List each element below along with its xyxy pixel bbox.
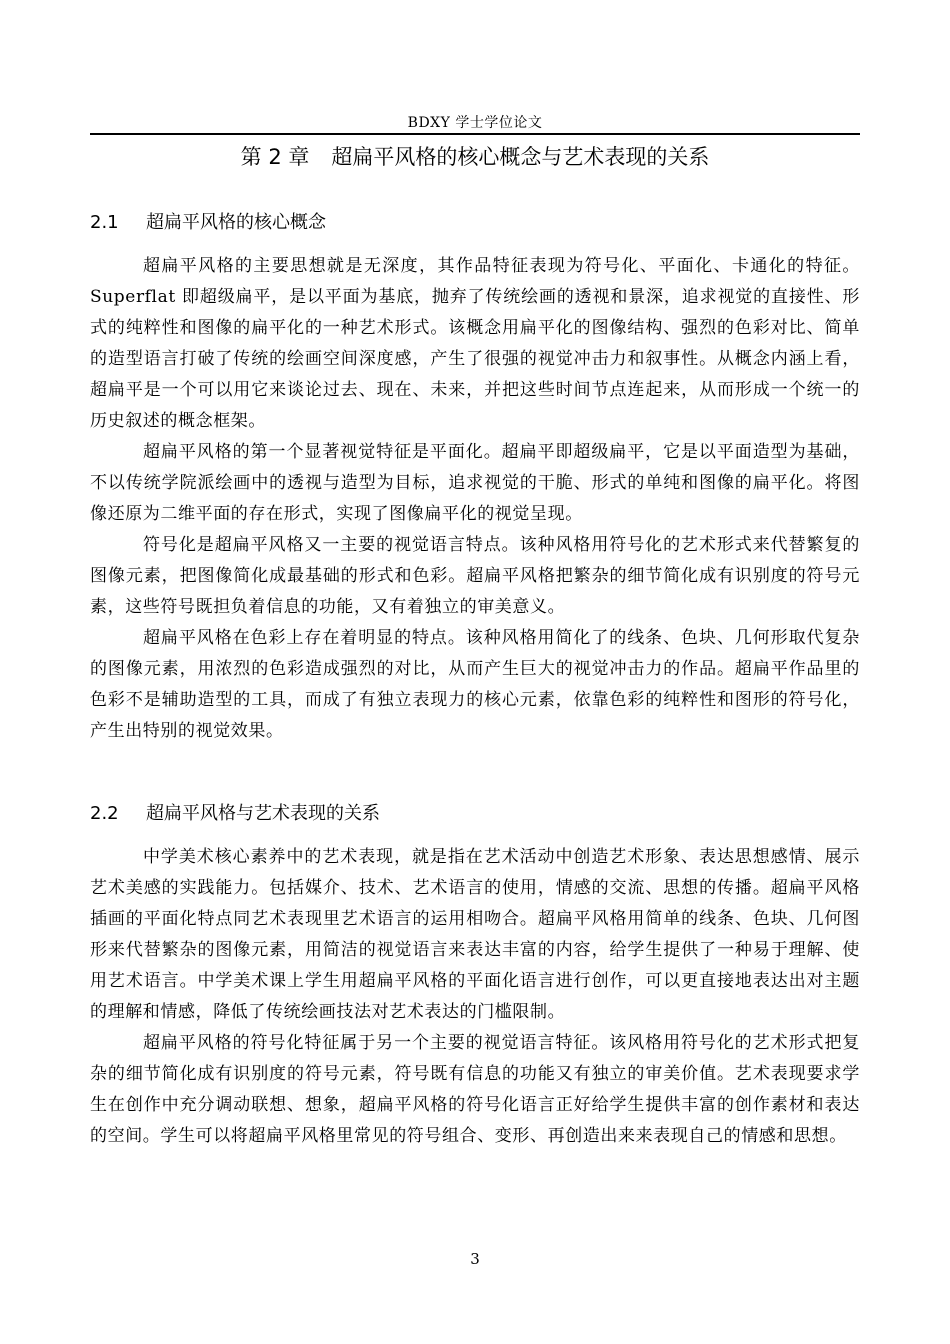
paragraph: 中学美术核心素养中的艺术表现，就是指在艺术活动中创造艺术形象、表达思想感情、展示艺术美感的实践能力。包括媒介、技术、艺术语言的使用，情感的交流、思想的传播。超扁平风格插画的平面化特点同艺术表现里艺术语言的运用相吻合。超扁平风格用简单的线条、色块、几何图形来代替繁杂的图像元素，用简洁的视觉语言来表达丰富的内容，给学生提供了一种易于理解、使用艺术语言。中学美术课上学生用超扁平风格的平面化语言进行创作，可以更直接地表达出对主题的理解和情感，降低了传统绘画技法对艺术表达的门槛限制。 bbox=[90, 847, 860, 1022]
page-number: 3 bbox=[470, 1250, 480, 1268]
section-number: 2.2 bbox=[90, 803, 119, 824]
section-heading-2-1 bbox=[90, 210, 326, 236]
paragraph: 超扁平风格在色彩上存在着明显的特点。该种风格用简化了的线条、色块、几何形取代复杂的图像元素，用浓烈的色彩造成强烈的对比，从而产生巨大的视觉冲击力的作品。超扁平作品里的色彩不是辅助造型的工具，而成了有独立表现力的核心元素，依靠色彩的纯粹性和图形的符号化，产生出特别的视觉效果。 bbox=[90, 628, 860, 741]
chapter-number: 第 2 章 bbox=[240, 145, 310, 169]
paragraph: 超扁平风格的符号化特征属于另一个主要的视觉语言特征。该风格用符号化的艺术形式把复杂的细节简化成有识别度的符号元素，符号既有信息的功能又有独立的审美价值。艺术表现要求学生在创作中充分调动联想、想象，超扁平风格的符号化语言正好给学生提供丰富的创作素材和表达的空间。学生可以将超扁平风格里常见的符号组合、变形、再创造出来来表现自己的情感和思想。 bbox=[90, 1033, 860, 1146]
paragraph: 符号化是超扁平风格又一主要的视觉语言特点。该种风格用符号化的艺术形式来代替繁复的图像元素，把图像简化成最基础的形式和色彩。超扁平风格把繁杂的细节简化成有识别度的符号元素，这些符号既担负着信息的功能，又有着独立的审美意义。 bbox=[90, 535, 860, 617]
section-title: 超扁平风格与艺术表现的关系 bbox=[146, 803, 380, 824]
section-body-2-2 bbox=[90, 842, 860, 1152]
section-title: 超扁平风格的核心概念 bbox=[146, 212, 326, 233]
section-heading-2-2 bbox=[90, 801, 380, 827]
paragraph: 超扁平风格的第一个显著视觉特征是平面化。超扁平即超级扁平，它是以平面造型为基础，不以传统学院派绘画中的透视与造型为目标，追求视觉的干脆、形式的单纯和图像的扁平化。将图像还原为二维平面的存在形式，实现了图像扁平化的视觉呈现。 bbox=[90, 442, 860, 524]
chapter-title-text: 超扁平风格的核心概念与艺术表现的关系 bbox=[331, 145, 710, 169]
paragraph: 超扁平风格的主要思想就是无深度，其作品特征表现为符号化、平面化、卡通化的特征。Superflat 即超级扁平，是以平面为基底，抛弃了传统绘画的透视和景深，追求视觉的直接性、形式的纯粹性和图像的扁平化的一种艺术形式。该概念用扁平化的图像结构、强烈的色彩对比、简单的造型语言打破了传统的绘画空间深度感，产生了很强的视觉冲击力和叙事性。从概念内涵上看，超扁平是一个可以用它来谈论过去、现在、未来，并把这些时间节点连起来，从而形成一个统一的历史叙述的概念框架。 bbox=[90, 256, 860, 431]
running-header: BDXY 学士学位论文 bbox=[407, 115, 543, 131]
section-body-2-1 bbox=[90, 251, 860, 747]
header-rule bbox=[90, 133, 860, 135]
chapter-title bbox=[0, 142, 950, 172]
section-number: 2.1 bbox=[90, 212, 119, 233]
